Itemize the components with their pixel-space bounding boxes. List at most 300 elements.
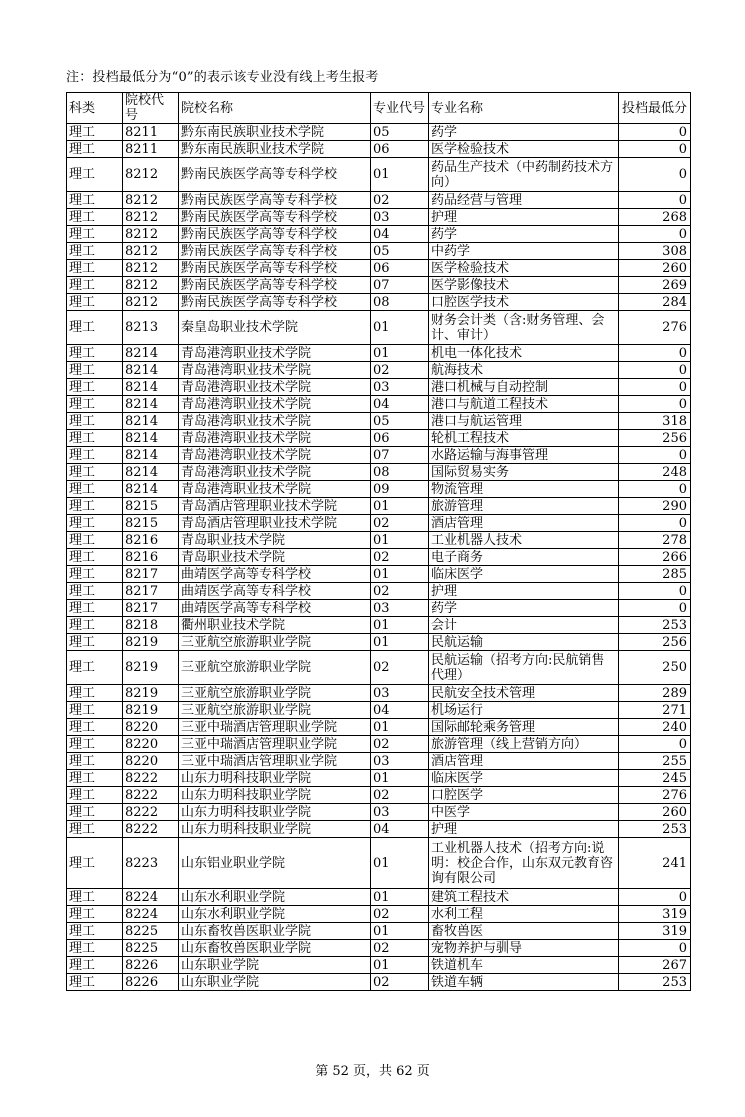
min-score-cell: 256 (619, 634, 691, 651)
major-name-cell: 工业机器人技术（招考方向:说明：校企合作，山东双元教育咨询有限公司 (429, 838, 619, 889)
major-code-cell: 01 (371, 311, 429, 345)
category-cell: 理工 (67, 974, 123, 991)
school-name-cell: 山东力明科技职业学院 (179, 821, 371, 838)
major-code-cell: 05 (371, 413, 429, 430)
table-row (67, 651, 691, 685)
min-score-cell: 240 (619, 719, 691, 736)
category-cell: 理工 (67, 549, 123, 566)
major-code-cell: 01 (371, 770, 429, 787)
table-row (67, 583, 691, 600)
major-name-cell: 轮机工程技术 (429, 430, 619, 447)
major-name-cell: 民航安全技术管理 (429, 685, 619, 702)
school-name-cell: 秦皇岛职业技术学院 (179, 311, 371, 345)
header-school-code: 院校代号 (123, 93, 179, 124)
min-score-cell: 0 (619, 583, 691, 600)
school-name-cell: 青岛酒店管理职业技术学院 (179, 498, 371, 515)
major-name-cell: 医学检验技术 (429, 141, 619, 158)
school-name-cell: 曲靖医学高等专科学校 (179, 583, 371, 600)
table-row (67, 498, 691, 515)
min-score-cell: 276 (619, 787, 691, 804)
min-score-cell: 0 (619, 600, 691, 617)
major-code-cell: 03 (371, 804, 429, 821)
category-cell: 理工 (67, 192, 123, 209)
school-name-cell: 黔南民族医学高等专科学校 (179, 260, 371, 277)
school-name-cell: 山东铝业职业学院 (179, 838, 371, 889)
category-cell: 理工 (67, 889, 123, 906)
school-name-cell: 山东力明科技职业学院 (179, 770, 371, 787)
school-code-cell: 8212 (123, 226, 179, 243)
school-code-cell: 8216 (123, 532, 179, 549)
school-code-cell: 8226 (123, 974, 179, 991)
major-name-cell: 药品生产技术（中药制药技术方向） (429, 158, 619, 192)
major-code-cell: 01 (371, 617, 429, 634)
page-note: 注：投档最低分为“0”的表示该专业没有线上考生报考 (66, 70, 379, 85)
major-code-cell: 01 (371, 719, 429, 736)
table-row (67, 260, 691, 277)
category-cell: 理工 (67, 226, 123, 243)
school-name-cell: 山东水利职业学院 (179, 889, 371, 906)
school-code-cell: 8217 (123, 583, 179, 600)
major-code-cell: 02 (371, 192, 429, 209)
major-name-cell: 临床医学 (429, 770, 619, 787)
major-name-cell: 酒店管理 (429, 753, 619, 770)
category-cell: 理工 (67, 413, 123, 430)
school-code-cell: 8212 (123, 192, 179, 209)
school-code-cell: 8212 (123, 294, 179, 311)
school-code-cell: 8214 (123, 379, 179, 396)
major-name-cell: 中药学 (429, 243, 619, 260)
school-code-cell: 8219 (123, 685, 179, 702)
category-cell: 理工 (67, 566, 123, 583)
min-score-cell: 0 (619, 940, 691, 957)
major-name-cell: 民航运输（招考方向:民航销售代理） (429, 651, 619, 685)
school-code-cell: 8219 (123, 702, 179, 719)
category-cell: 理工 (67, 447, 123, 464)
table-body (67, 124, 691, 991)
major-code-cell: 03 (371, 600, 429, 617)
school-name-cell: 山东力明科技职业学院 (179, 804, 371, 821)
major-code-cell: 04 (371, 396, 429, 413)
category-cell: 理工 (67, 209, 123, 226)
major-name-cell: 机场运行 (429, 702, 619, 719)
major-code-cell: 08 (371, 294, 429, 311)
table-row (67, 294, 691, 311)
major-name-cell: 药学 (429, 124, 619, 141)
category-cell: 理工 (67, 498, 123, 515)
major-code-cell: 01 (371, 158, 429, 192)
category-cell: 理工 (67, 396, 123, 413)
major-code-cell: 01 (371, 889, 429, 906)
table-row (67, 838, 691, 889)
min-score-cell: 0 (619, 362, 691, 379)
min-score-cell: 253 (619, 821, 691, 838)
major-code-cell: 04 (371, 702, 429, 719)
table-row (67, 277, 691, 294)
min-score-cell: 308 (619, 243, 691, 260)
school-name-cell: 曲靖医学高等专科学校 (179, 566, 371, 583)
major-code-cell: 04 (371, 821, 429, 838)
table-row (67, 804, 691, 821)
min-score-cell: 0 (619, 379, 691, 396)
min-score-cell: 268 (619, 209, 691, 226)
category-cell: 理工 (67, 940, 123, 957)
school-code-cell: 8222 (123, 804, 179, 821)
school-code-cell: 8212 (123, 158, 179, 192)
min-score-cell: 0 (619, 447, 691, 464)
major-code-cell: 05 (371, 243, 429, 260)
major-code-cell: 03 (371, 379, 429, 396)
major-code-cell: 02 (371, 736, 429, 753)
table-row (67, 770, 691, 787)
table-row (67, 515, 691, 532)
table-row (67, 379, 691, 396)
school-name-cell: 青岛港湾职业技术学院 (179, 396, 371, 413)
school-name-cell: 黔南民族医学高等专科学校 (179, 158, 371, 192)
table-row (67, 702, 691, 719)
page-footer: 第 52 页，共 62 页 (315, 1064, 430, 1079)
min-score-cell: 319 (619, 906, 691, 923)
major-code-cell: 03 (371, 753, 429, 770)
category-cell: 理工 (67, 634, 123, 651)
school-name-cell: 青岛港湾职业技术学院 (179, 430, 371, 447)
table-row (67, 311, 691, 345)
header-major-name: 专业名称 (429, 93, 619, 124)
major-code-cell: 01 (371, 566, 429, 583)
major-name-cell: 国际贸易实务 (429, 464, 619, 481)
major-code-cell: 07 (371, 447, 429, 464)
category-cell: 理工 (67, 770, 123, 787)
category-cell: 理工 (67, 243, 123, 260)
major-code-cell: 09 (371, 481, 429, 498)
school-code-cell: 8215 (123, 498, 179, 515)
school-code-cell: 8214 (123, 447, 179, 464)
table-row (67, 141, 691, 158)
school-name-cell: 山东力明科技职业学院 (179, 787, 371, 804)
min-score-cell: 0 (619, 124, 691, 141)
school-name-cell: 三亚航空旅游职业学院 (179, 702, 371, 719)
major-name-cell: 临床医学 (429, 566, 619, 583)
major-code-cell: 05 (371, 124, 429, 141)
school-code-cell: 8223 (123, 838, 179, 889)
min-score-cell: 248 (619, 464, 691, 481)
category-cell: 理工 (67, 277, 123, 294)
major-code-cell: 03 (371, 685, 429, 702)
header-min-score: 投档最低分 (619, 93, 691, 124)
school-name-cell: 青岛酒店管理职业技术学院 (179, 515, 371, 532)
school-name-cell: 山东畜牧兽医职业学院 (179, 940, 371, 957)
school-code-cell: 8219 (123, 651, 179, 685)
major-name-cell: 旅游管理 (429, 498, 619, 515)
school-code-cell: 8226 (123, 957, 179, 974)
category-cell: 理工 (67, 600, 123, 617)
school-name-cell: 青岛港湾职业技术学院 (179, 413, 371, 430)
school-name-cell: 三亚航空旅游职业学院 (179, 651, 371, 685)
category-cell: 理工 (67, 260, 123, 277)
table-row (67, 345, 691, 362)
major-name-cell: 铁道车辆 (429, 974, 619, 991)
major-code-cell: 01 (371, 634, 429, 651)
school-code-cell: 8214 (123, 362, 179, 379)
min-score-cell: 0 (619, 226, 691, 243)
major-name-cell: 药品经营与管理 (429, 192, 619, 209)
school-code-cell: 8215 (123, 515, 179, 532)
school-name-cell: 黔南民族医学高等专科学校 (179, 294, 371, 311)
major-name-cell: 工业机器人技术 (429, 532, 619, 549)
school-code-cell: 8211 (123, 124, 179, 141)
major-code-cell: 08 (371, 464, 429, 481)
category-cell: 理工 (67, 753, 123, 770)
major-code-cell: 06 (371, 430, 429, 447)
school-code-cell: 8212 (123, 260, 179, 277)
major-code-cell: 02 (371, 651, 429, 685)
category-cell: 理工 (67, 702, 123, 719)
major-name-cell: 建筑工程技术 (429, 889, 619, 906)
min-score-cell: 276 (619, 311, 691, 345)
major-name-cell: 药学 (429, 226, 619, 243)
school-name-cell: 黔南民族医学高等专科学校 (179, 192, 371, 209)
major-code-cell: 07 (371, 277, 429, 294)
school-code-cell: 8224 (123, 906, 179, 923)
school-name-cell: 衢州职业技术学院 (179, 617, 371, 634)
min-score-cell: 267 (619, 957, 691, 974)
min-score-cell: 319 (619, 923, 691, 940)
category-cell: 理工 (67, 124, 123, 141)
major-code-cell: 01 (371, 923, 429, 940)
school-code-cell: 8220 (123, 753, 179, 770)
school-code-cell: 8214 (123, 481, 179, 498)
min-score-cell: 269 (619, 277, 691, 294)
table-row (67, 464, 691, 481)
min-score-cell: 0 (619, 515, 691, 532)
category-cell: 理工 (67, 345, 123, 362)
table-row (67, 209, 691, 226)
min-score-cell: 271 (619, 702, 691, 719)
min-score-cell: 0 (619, 158, 691, 192)
min-score-cell: 278 (619, 532, 691, 549)
table-row (67, 447, 691, 464)
school-code-cell: 8213 (123, 311, 179, 345)
school-name-cell: 三亚中瑞酒店管理职业学院 (179, 753, 371, 770)
category-cell: 理工 (67, 838, 123, 889)
category-cell: 理工 (67, 294, 123, 311)
school-code-cell: 8217 (123, 566, 179, 583)
table-row (67, 923, 691, 940)
table-header-row (67, 93, 691, 124)
header-major-code: 专业代号 (371, 93, 429, 124)
table-row (67, 753, 691, 770)
min-score-cell: 245 (619, 770, 691, 787)
major-name-cell: 护理 (429, 209, 619, 226)
school-code-cell: 8214 (123, 345, 179, 362)
major-name-cell: 民航运输 (429, 634, 619, 651)
table-row (67, 906, 691, 923)
major-code-cell: 02 (371, 583, 429, 600)
major-code-cell: 02 (371, 515, 429, 532)
table-row (67, 226, 691, 243)
school-code-cell: 8217 (123, 600, 179, 617)
major-name-cell: 护理 (429, 583, 619, 600)
school-code-cell: 8220 (123, 736, 179, 753)
table-row (67, 974, 691, 991)
category-cell: 理工 (67, 362, 123, 379)
school-name-cell: 青岛港湾职业技术学院 (179, 345, 371, 362)
school-code-cell: 8214 (123, 413, 179, 430)
table-row (67, 634, 691, 651)
major-name-cell: 铁道机车 (429, 957, 619, 974)
min-score-cell: 266 (619, 549, 691, 566)
school-code-cell: 8225 (123, 923, 179, 940)
min-score-cell: 0 (619, 736, 691, 753)
major-code-cell: 01 (371, 498, 429, 515)
major-code-cell: 06 (371, 260, 429, 277)
school-code-cell: 8212 (123, 277, 179, 294)
major-name-cell: 港口与航运管理 (429, 413, 619, 430)
category-cell: 理工 (67, 515, 123, 532)
major-name-cell: 财务会计类（含:财务管理、会计、审计） (429, 311, 619, 345)
major-name-cell: 药学 (429, 600, 619, 617)
min-score-cell: 285 (619, 566, 691, 583)
table-row (67, 821, 691, 838)
major-name-cell: 口腔医学 (429, 787, 619, 804)
table-row (67, 617, 691, 634)
table-row (67, 940, 691, 957)
school-name-cell: 青岛职业技术学院 (179, 532, 371, 549)
min-score-cell: 253 (619, 974, 691, 991)
category-cell: 理工 (67, 787, 123, 804)
school-name-cell: 青岛港湾职业技术学院 (179, 464, 371, 481)
table-row (67, 362, 691, 379)
school-name-cell: 三亚航空旅游职业学院 (179, 634, 371, 651)
category-cell: 理工 (67, 158, 123, 192)
school-code-cell: 8222 (123, 770, 179, 787)
major-code-cell: 02 (371, 362, 429, 379)
school-name-cell: 青岛港湾职业技术学院 (179, 362, 371, 379)
school-name-cell: 青岛港湾职业技术学院 (179, 481, 371, 498)
school-name-cell: 山东水利职业学院 (179, 906, 371, 923)
school-name-cell: 青岛职业技术学院 (179, 549, 371, 566)
min-score-cell: 289 (619, 685, 691, 702)
major-name-cell: 水利工程 (429, 906, 619, 923)
table-row (67, 685, 691, 702)
major-code-cell: 02 (371, 974, 429, 991)
major-name-cell: 宠物养护与驯导 (429, 940, 619, 957)
min-score-cell: 284 (619, 294, 691, 311)
table-row (67, 957, 691, 974)
category-cell: 理工 (67, 481, 123, 498)
major-code-cell: 02 (371, 940, 429, 957)
table-row (67, 413, 691, 430)
school-name-cell: 曲靖医学高等专科学校 (179, 600, 371, 617)
header-school-name: 院校名称 (179, 93, 371, 124)
major-name-cell: 机电一体化技术 (429, 345, 619, 362)
school-code-cell: 8219 (123, 634, 179, 651)
table-row (67, 243, 691, 260)
school-name-cell: 三亚航空旅游职业学院 (179, 685, 371, 702)
table-row (67, 600, 691, 617)
school-code-cell: 8222 (123, 821, 179, 838)
table-row (67, 192, 691, 209)
major-code-cell: 04 (371, 226, 429, 243)
school-name-cell: 青岛港湾职业技术学院 (179, 379, 371, 396)
major-name-cell: 医学检验技术 (429, 260, 619, 277)
min-score-cell: 260 (619, 260, 691, 277)
min-score-cell: 250 (619, 651, 691, 685)
school-code-cell: 8220 (123, 719, 179, 736)
major-name-cell: 护理 (429, 821, 619, 838)
school-code-cell: 8212 (123, 243, 179, 260)
category-cell: 理工 (67, 141, 123, 158)
category-cell: 理工 (67, 379, 123, 396)
major-code-cell: 06 (371, 141, 429, 158)
major-name-cell: 酒店管理 (429, 515, 619, 532)
category-cell: 理工 (67, 311, 123, 345)
table-row (67, 124, 691, 141)
table-row (67, 481, 691, 498)
category-cell: 理工 (67, 957, 123, 974)
major-code-cell: 03 (371, 209, 429, 226)
major-code-cell: 01 (371, 957, 429, 974)
category-cell: 理工 (67, 583, 123, 600)
school-code-cell: 8214 (123, 396, 179, 413)
min-score-cell: 290 (619, 498, 691, 515)
major-name-cell: 畜牧兽医 (429, 923, 619, 940)
table-row (67, 736, 691, 753)
school-code-cell: 8216 (123, 549, 179, 566)
category-cell: 理工 (67, 651, 123, 685)
major-code-cell: 02 (371, 906, 429, 923)
major-name-cell: 港口与航道工程技术 (429, 396, 619, 413)
school-name-cell: 黔南民族医学高等专科学校 (179, 226, 371, 243)
school-name-cell: 山东畜牧兽医职业学院 (179, 923, 371, 940)
table-row (67, 396, 691, 413)
major-name-cell: 港口机械与自动控制 (429, 379, 619, 396)
school-name-cell: 山东职业学院 (179, 957, 371, 974)
major-name-cell: 口腔医学技术 (429, 294, 619, 311)
min-score-cell: 255 (619, 753, 691, 770)
major-code-cell: 01 (371, 838, 429, 889)
major-name-cell: 旅游管理（线上营销方向） (429, 736, 619, 753)
table-row (67, 532, 691, 549)
school-code-cell: 8224 (123, 889, 179, 906)
major-name-cell: 医学影像技术 (429, 277, 619, 294)
major-code-cell: 01 (371, 532, 429, 549)
category-cell: 理工 (67, 804, 123, 821)
school-code-cell: 8214 (123, 430, 179, 447)
school-name-cell: 青岛港湾职业技术学院 (179, 447, 371, 464)
category-cell: 理工 (67, 430, 123, 447)
major-name-cell: 电子商务 (429, 549, 619, 566)
major-name-cell: 国际邮轮乘务管理 (429, 719, 619, 736)
table-row (67, 430, 691, 447)
major-name-cell: 物流管理 (429, 481, 619, 498)
school-name-cell: 黔南民族医学高等专科学校 (179, 243, 371, 260)
admission-score-table (66, 92, 691, 991)
table-row (67, 787, 691, 804)
major-name-cell: 航海技术 (429, 362, 619, 379)
category-cell: 理工 (67, 685, 123, 702)
school-code-cell: 8222 (123, 787, 179, 804)
min-score-cell: 0 (619, 192, 691, 209)
category-cell: 理工 (67, 821, 123, 838)
major-name-cell: 中医学 (429, 804, 619, 821)
category-cell: 理工 (67, 532, 123, 549)
category-cell: 理工 (67, 464, 123, 481)
school-name-cell: 三亚中瑞酒店管理职业学院 (179, 736, 371, 753)
min-score-cell: 260 (619, 804, 691, 821)
header-category: 科类 (67, 93, 123, 124)
min-score-cell: 0 (619, 396, 691, 413)
category-cell: 理工 (67, 923, 123, 940)
